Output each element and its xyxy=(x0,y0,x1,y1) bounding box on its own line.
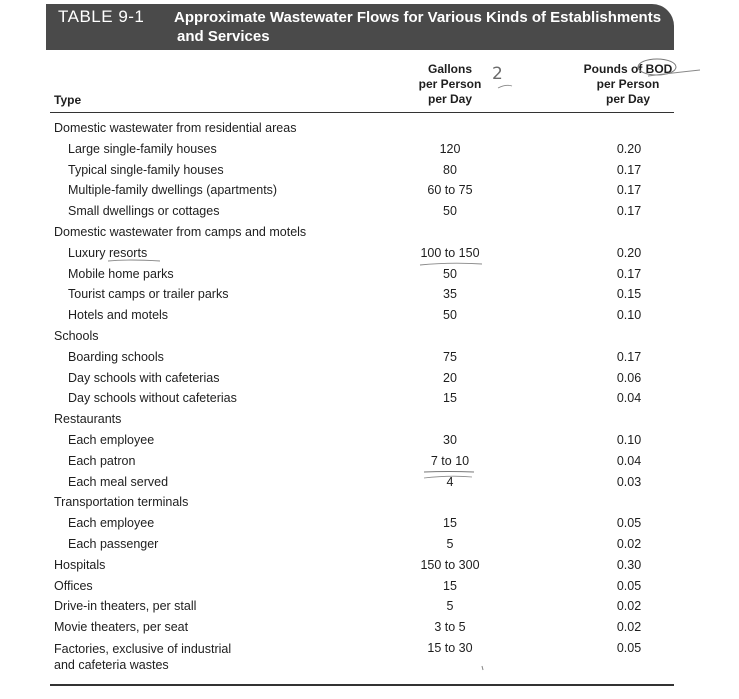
gallons-cell: 15 xyxy=(443,391,457,406)
column-header-bod-line2: per Person xyxy=(596,77,660,91)
row-type-text: Tourist camps or trailer parks xyxy=(68,287,229,302)
bod-cell: 0.05 xyxy=(616,578,642,593)
row-type-text: Luxury resorts xyxy=(68,245,148,260)
bod-cell: 0.17 xyxy=(616,266,642,281)
table-title-line1: Approximate Wastewater Flows for Various Kinds of Establishments xyxy=(174,9,662,26)
column-header-bod-line1: Pounds of BOD xyxy=(583,62,673,76)
row-type-text: Day schools with cafeterias xyxy=(68,370,220,385)
row-type-text: Typical single-family houses xyxy=(68,162,224,177)
gal-underline-mark xyxy=(420,263,482,265)
pencil-margin-mark: 2 xyxy=(492,64,503,84)
bod-cell: 0.20 xyxy=(616,245,642,260)
gallons-cell: 50 xyxy=(443,266,457,281)
table-number: TABLE 9-1 xyxy=(58,7,145,26)
column-header-bod-line3: per Day xyxy=(605,92,651,106)
gallons-cell: 15 xyxy=(443,578,457,593)
row-type-text: Domestic wastewater from camps and motels xyxy=(54,224,307,239)
row-type-text: Large single-family houses xyxy=(68,141,217,156)
gallons-cell: 35 xyxy=(443,287,457,302)
bod-cell: 0.02 xyxy=(616,599,642,614)
bod-cell: 0.02 xyxy=(616,536,642,551)
bod-cell: 0.30 xyxy=(616,557,642,572)
bod-cell: 0.17 xyxy=(616,162,642,177)
row-type-text: Multiple-family dwellings (apartments) xyxy=(68,183,278,198)
column-header-gallons-line2: per Person xyxy=(418,77,482,91)
bod-cell: 0.06 xyxy=(616,370,642,385)
bod-cell: 0.04 xyxy=(616,391,642,406)
column-header-gallons-line3: per Day xyxy=(427,92,473,106)
gallons-cell: 20 xyxy=(443,370,457,385)
gallons-cell: 7 to 10 xyxy=(430,453,470,468)
column-header-type: Type xyxy=(54,93,82,107)
gallons-cell: 120 xyxy=(439,141,461,156)
patron-underline-mark xyxy=(424,472,474,473)
row-type-text: Domestic wastewater from residential areas xyxy=(54,121,297,135)
bod-cell: 0.17 xyxy=(616,204,642,219)
bod-cell: 0.02 xyxy=(616,620,642,635)
bod-cell: 0.04 xyxy=(616,453,642,468)
table-title-line2: and Services xyxy=(177,28,270,45)
row-type-text: Movie theaters, per seat xyxy=(54,620,189,635)
bod-circle-mark xyxy=(638,59,676,75)
row-type-text: Each meal served xyxy=(68,474,169,489)
bod-cell: 0.10 xyxy=(616,432,642,447)
patron-underline-mark-2 xyxy=(424,476,472,478)
row-type-text: Each employee xyxy=(68,432,155,447)
row-type-text: Factories, exclusive of industrial xyxy=(54,641,232,656)
gallons-cell: 15 xyxy=(443,516,457,531)
bod-cell: 0.20 xyxy=(616,141,642,156)
row-type-text: Each employee xyxy=(68,516,155,531)
gallons-cell: 50 xyxy=(443,308,457,323)
gallons-cell: 75 xyxy=(443,349,457,364)
gallons-arrow-mark xyxy=(498,85,512,88)
row-type-text: Offices xyxy=(54,578,93,593)
bod-cell: 0.17 xyxy=(616,183,642,198)
row-type-text: Restaurants xyxy=(54,412,122,427)
row-type-text: Mobile home parks xyxy=(68,266,174,281)
gallons-cell: 30 xyxy=(443,432,457,447)
bod-cell: 0.17 xyxy=(616,349,642,364)
gallons-cell: 80 xyxy=(443,162,457,177)
bod-cell: 0.05 xyxy=(616,516,642,531)
row-type-text: Hospitals xyxy=(54,557,106,572)
gallons-cell: 5 xyxy=(446,599,454,614)
gallons-cell: 60 to 75 xyxy=(427,183,473,198)
bod-cell: 0.05 xyxy=(616,640,642,655)
gallons-cell: 150 to 300 xyxy=(420,557,480,572)
row-type-text: Boarding schools xyxy=(68,349,164,364)
row-type-text: Each passenger xyxy=(68,536,159,551)
row-type-text: Transportation terminals xyxy=(54,495,189,510)
row-type-text: Schools xyxy=(54,328,99,343)
gallons-cell: 4 xyxy=(446,474,454,489)
row-type-text-line2: and cafeteria wastes xyxy=(54,657,169,672)
stray-mark xyxy=(482,666,483,670)
gallons-cell: 15 to 30 xyxy=(427,640,473,655)
gallons-cell: 100 to 150 xyxy=(420,245,480,260)
gallons-cell: 5 xyxy=(446,536,454,551)
row-type-text: Hotels and motels xyxy=(68,308,169,323)
gallons-cell: 50 xyxy=(443,204,457,219)
row-type-text: Small dwellings or cottages xyxy=(68,204,220,219)
gallons-cell: 3 to 5 xyxy=(434,620,466,635)
bod-cell: 0.15 xyxy=(616,287,642,302)
bod-cell: 0.10 xyxy=(616,308,642,323)
row-type-text: Day schools without cafeterias xyxy=(68,391,237,406)
luxury-underline-mark xyxy=(108,260,160,261)
row-type-text: Drive-in theaters, per stall xyxy=(54,599,197,614)
row-type-text: Each patron xyxy=(68,453,136,468)
bod-cell: 0.03 xyxy=(616,474,642,489)
column-header-gallons-line1: Gallons xyxy=(427,62,472,76)
